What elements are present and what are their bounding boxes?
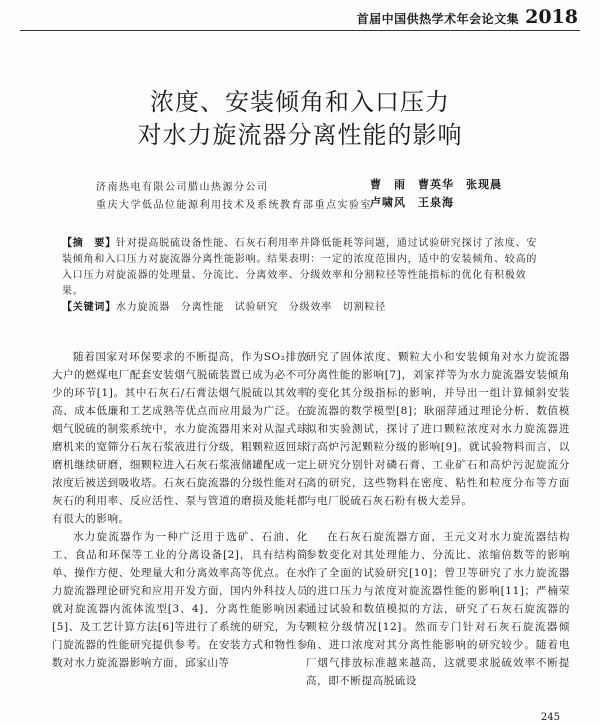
- affiliation-1: 济南热电有限公司腊山热源分公司: [96, 182, 269, 193]
- keywords-text: 水力旋流器 分离性能 试验研究 分级效率 切割粒径: [116, 302, 386, 313]
- body-paragraph: 水力旋流器作为一种广泛用于选矿、石油、化工、食品和环保等工业的分离设备[2]，具有结构简单、操作方便、处理量大和分离效率高等优点。在水力旋流器理论研究和应用开发方面，国内外科技人员就对旋流器内流体流型[3、4]、分离性能影响因素[5]、及工艺计算方法[6]等进行了系统的研究，为专门旋流器的性能研究提供参考。在安装方式和物性参数对水力旋流器影响方面，邱家山等: [52, 531, 308, 669]
- abstract: [62, 236, 540, 316]
- abstract-text: 针对提高脱硫设备性能、石灰石利用率并降低能耗等问题，通过试验研究探讨了浓度、安装倾角和入口压力对旋流器分离性能影响。结果表明：一定的浓度范围内，适中的安装倾角、较高的入口压力对旋流器的处理量、分流比、分离效率、分级效率和分割粒径等性能指标的优化有积极效果。: [62, 238, 538, 297]
- abstract-paragraph: [62, 236, 540, 300]
- keywords-label: 【关键词】: [62, 302, 116, 313]
- title-line-2: 对水力旋流器分离性能的影响: [137, 121, 463, 149]
- left-column: [52, 348, 308, 672]
- conference-year: 2018: [525, 6, 578, 28]
- body-paragraph: 研究了固体浓度、颗粒大小和安装倾角对水力旋流器分离性能的影响[7]，刘家祥等为水力旋流器安装倾角的变化其分级指标的影响，并导出一组计算倾斜安装旋流器的数学模型[8]；耿丽萍通过理论分析、数值模拟和实验测试，探讨了进口颗粒浓度对水力旋流器进行高炉污泥颗粒分级的影响[9]。就试验物料而言，以上研究分别针对磷石膏、工业矿石和高炉污泥旋流分离的研究，这些物料在密度、粘性和粒度分布等方面与电厂脱硫石灰石粉有极大差异。: [306, 351, 570, 507]
- right-column: [306, 348, 570, 690]
- running-head: [357, 6, 578, 28]
- header-rule: [20, 30, 580, 31]
- abstract-label: 【摘 要】: [62, 238, 116, 249]
- body-paragraph: 随着国家对环保要求的不断提高，作为SO₂排放大户的燃煤电厂配套安装烟气脱硫装置已成为必不可少的环节[1]。其中石灰石/石膏法烟气脱硫以其效率高、成本低廉和工艺成熟等优点而应用最为广泛。在烟气脱硫的制浆系统中，水力旋流器用来对从湿式球磨机来的宽筛分石灰石浆液进行分级，粗颗粒返回球磨机继续研磨，细颗粒进入石灰石浆液储罐配成一定浓度后被送到吸收塔。石灰石旋流器的分级性能对石灰石的利用率、反应活性、泵与管道的磨损及能耗都有很大的影响。: [52, 351, 308, 525]
- authors-1: 曹 雨 曹英华 张现晨: [370, 178, 502, 191]
- authors-2: 卢啸风 王泉海: [370, 196, 454, 209]
- body-paragraph: 在石灰石旋流器方面，王元文对水力旋流器结构参数变化对其处理能力、分流比、浓缩倍数等的影响作了全面的试验研究[10]；曾卫等研究了水力旋流器的进口压力与浓度对旋流器性能的影响[11]；严楠荣通过试验和数值模拟的方法，研究了石灰石旋流器的颗粒分级情况[12]。然而专门针对石灰石旋流器倾角、进口浓度对其分离性能影响的研究较少。随着电厂烟气排放标准越来越高，这就要求脱硫效率不断提高，即不断提高脱硫设: [306, 531, 570, 687]
- title-line-1: 浓度、安装倾角和入口压力: [150, 88, 450, 116]
- paper-title: [0, 86, 600, 152]
- page-number: 245: [540, 712, 560, 723]
- affiliation-2: 重庆大学低品位能源利用技术及系统教育部重点实验室: [96, 200, 372, 211]
- keywords-paragraph: [62, 300, 540, 316]
- conference-name: 首届中国供热学术年会论文集: [356, 12, 520, 26]
